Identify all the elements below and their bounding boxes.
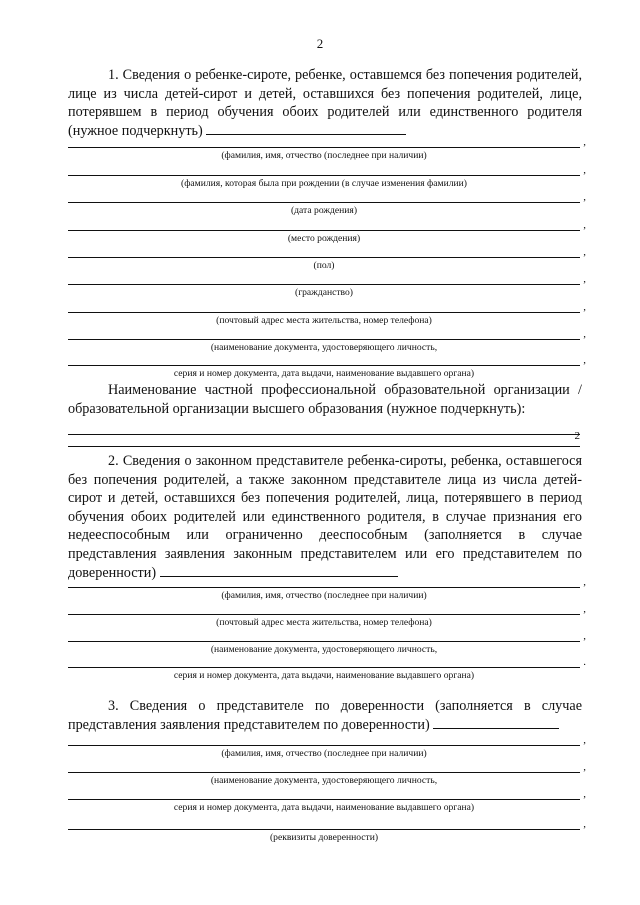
caption: (почтовый адрес места жительства, номер телефона) bbox=[216, 617, 432, 628]
section2-heading bbox=[68, 452, 582, 582]
input-line[interactable] bbox=[68, 799, 580, 800]
comma: , bbox=[583, 603, 586, 615]
org-text: Наименование частной профессиональной образовательной организации / образовательной организации высшего образования (нужное подчеркнуть): bbox=[68, 382, 582, 417]
comma: , bbox=[583, 273, 586, 285]
page-number: 2 bbox=[316, 36, 324, 51]
comma: , bbox=[583, 164, 586, 176]
caption: (наименование документа, удостоверяющего личность, bbox=[210, 342, 438, 353]
caption: (фамилия, которая была при рождении (в случае изменения фамилии) bbox=[181, 178, 467, 189]
caption: (дата рождения) bbox=[290, 205, 358, 216]
comma: , bbox=[583, 354, 586, 366]
page-ref: 2 bbox=[574, 430, 580, 442]
input-line[interactable] bbox=[68, 284, 580, 285]
org-heading bbox=[68, 381, 582, 418]
section3-heading bbox=[68, 697, 582, 734]
section1-text: 1. Сведения о ребенке-сироте, ребенке, оставшемся без попечения родителей, лице из числа детей-сирот и детей, оставшихся без попечения родителей, лице, потерявшем в период обучения обоих родителей или единственного родителя (нужное подчеркнуть) bbox=[68, 67, 582, 139]
caption: серия и номер документа, дата выдачи, наименование выдавшего органа) bbox=[173, 368, 475, 379]
caption: (фамилия, имя, отчество (последнее при наличии) bbox=[221, 748, 427, 759]
input-line[interactable] bbox=[68, 614, 580, 615]
comma: , bbox=[583, 136, 586, 148]
comma: , bbox=[583, 301, 586, 313]
input-line[interactable] bbox=[68, 175, 580, 176]
caption: (наименование документа, удостоверяющего личность, bbox=[210, 644, 438, 655]
caption: (фамилия, имя, отчество (последнее при наличии) bbox=[221, 150, 427, 161]
caption: серия и номер документа, дата выдачи, наименование выдавшего органа) bbox=[173, 670, 475, 681]
comma: , bbox=[583, 576, 586, 588]
caption: (реквизиты доверенности) bbox=[269, 832, 379, 843]
section2-text: 2. Сведения о законном представителе ребенка-сироты, ребенка, оставшегося без попечения родителей, а также законном представителе лица из числа детей-сирот и детей, оставшихся без попечения родителей, лица, потерявшего в период обучения обоих родителей или единственного родителя, в случае признания его недееспособным или ограниченно дееспособным (заполняется в случае представления заявления законным представителем или его представителем по доверенности) bbox=[68, 453, 582, 581]
caption: (пол) bbox=[313, 260, 335, 271]
caption: (фамилия, имя, отчество (последнее при наличии) bbox=[221, 590, 427, 601]
input-line[interactable] bbox=[68, 446, 580, 447]
comma: , bbox=[583, 191, 586, 203]
comma: , bbox=[583, 818, 586, 830]
input-line[interactable] bbox=[68, 587, 580, 588]
input-line[interactable] bbox=[68, 202, 580, 203]
caption: серия и номер документа, дата выдачи, наименование выдавшего органа) bbox=[173, 802, 475, 813]
comma: , bbox=[583, 761, 586, 773]
input-line[interactable] bbox=[68, 772, 580, 773]
input-line[interactable] bbox=[68, 434, 580, 435]
input-line[interactable] bbox=[68, 339, 580, 340]
comma: , bbox=[583, 328, 586, 340]
caption: (место рождения) bbox=[287, 233, 361, 244]
comma: , bbox=[583, 219, 586, 231]
comma: , bbox=[583, 246, 586, 258]
input-line[interactable] bbox=[68, 257, 580, 258]
input-line[interactable] bbox=[68, 829, 580, 830]
caption: (почтовый адрес места жительства, номер телефона) bbox=[216, 315, 432, 326]
comma: , bbox=[583, 630, 586, 642]
input-line[interactable] bbox=[68, 230, 580, 231]
input-line[interactable] bbox=[68, 365, 580, 366]
input-line[interactable] bbox=[68, 641, 580, 642]
comma: , bbox=[583, 734, 586, 746]
input-line[interactable] bbox=[68, 667, 580, 668]
comma: , bbox=[583, 788, 586, 800]
input-line[interactable] bbox=[68, 312, 580, 313]
caption: (наименование документа, удостоверяющего личность, bbox=[210, 775, 438, 786]
caption: (гражданство) bbox=[295, 287, 353, 298]
section3-text: 3. Сведения о представителе по доверенности (заполняется в случае представления заявления представителем по доверенности) bbox=[68, 698, 582, 733]
section1-inline-blank[interactable] bbox=[206, 122, 406, 135]
input-line[interactable] bbox=[68, 745, 580, 746]
section1-heading bbox=[68, 66, 582, 140]
period: . bbox=[583, 656, 586, 668]
section3-inline-blank[interactable] bbox=[433, 716, 559, 729]
section2-inline-blank[interactable] bbox=[160, 564, 398, 577]
input-line[interactable] bbox=[68, 147, 580, 148]
